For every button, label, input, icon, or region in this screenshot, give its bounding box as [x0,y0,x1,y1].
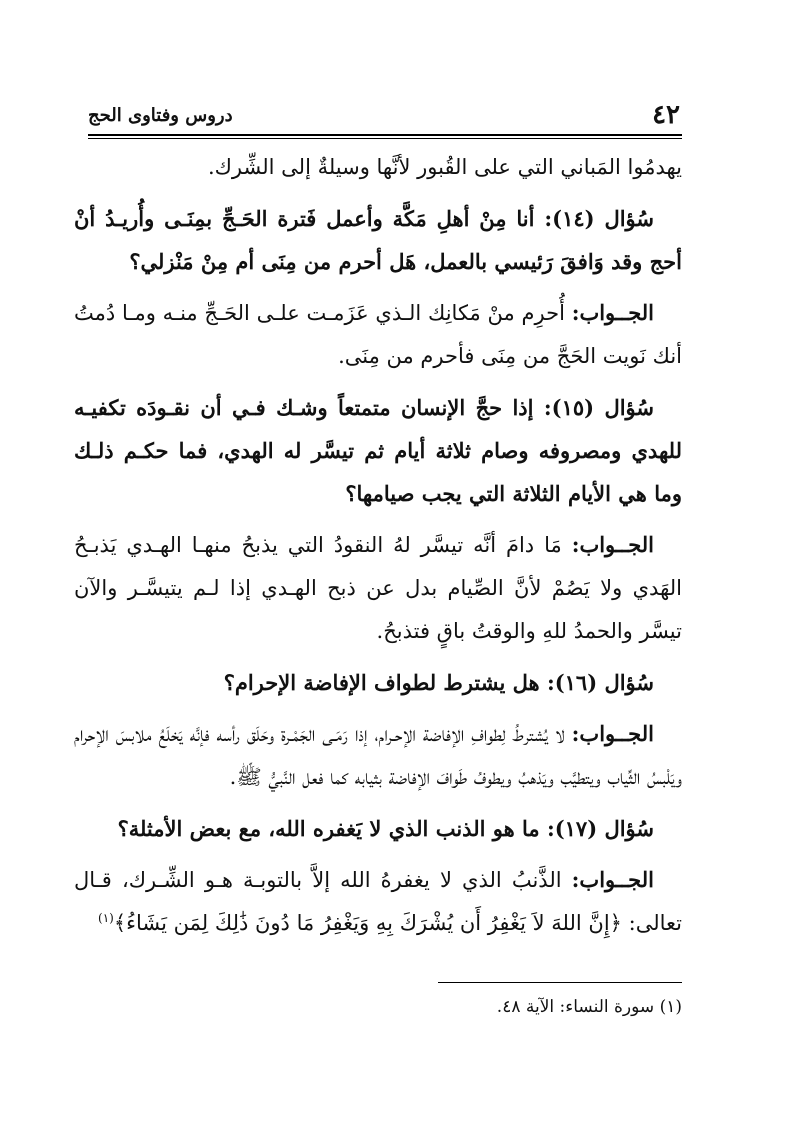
footnote-reference: (١) [98,911,114,925]
footnote-separator [438,982,682,983]
question-16 [74,661,682,704]
answer-15 [74,523,682,653]
answer-label: الجــواب: [571,532,654,557]
question-label: سُؤال (١٦): [546,670,654,695]
answer-16 [74,712,682,799]
footnote: (١) سورة النساء: الآية ٤٨. [496,997,682,1017]
answer-text: لا يُشترطُ لِطوافِ الإفاضة الإحـرام، إذا رَمَـى الجَمْـرة وحَلَق رأسه فإنَّه يَخلَعُ ملابسَ الإحرام ويَلْبسُ الثِّياب ويتطيَّب ويَذهبُ ويطوفُ طَوافَ الإفاضة بثيابه كما فعل النَّبيُّ ﷺ. [74,722,682,789]
answer-label: الجــواب: [571,300,654,325]
page-body [74,146,682,953]
question-text: ما هو الذنب الذي لا يَغفره الله، مع بعض الأمثلة؟ [117,816,540,841]
answer-text: الذَّنبُ الذي لا يغفرهُ الله إلاَّ بالتوبـة هـو الشِّـرك، قـال تعالى: ﴿إِنَّ اللهَ لاَ يَغْفِرُ أَن يُشْرَكَ بِهِ وَيَغْفِرُ مَا دُونَ ذَٰلِكَ لِمَن يَشَاءُ﴾ [74,868,682,935]
header-rule-thin [88,138,682,139]
answer-text: أُحرِم منْ مَكانِك الـذي عَزَمـت علـى الحَـجِّ منـه ومـا دُمتُ أنك نَويت الحَجَّ من مِنَى فأحرم من مِنَى. [74,301,682,368]
answer-label: الجــواب: [571,721,654,746]
running-title: دروس وفتاوى الحج [88,104,233,126]
question-text: إذا حجَّ الإنسان متمتعاً وشـك فـي أن نقـودَه تكفيـه للهدي ومصروفه وصام ثلاثة أيام ثم تيسَّر له الهدي، فما حكـم ذلـك وما هي الأيام الثلاثة التي يجب صيامها؟ [74,395,682,506]
question-15 [74,386,682,515]
answer-label: الجــواب: [571,867,654,892]
page-number: ٤٢ [652,100,680,130]
question-label: سُؤال (١٤): [544,206,654,231]
question-text: أنا مِنْ أهلِ مَكَّة وأعمل فَترة الحَـجِّ بمِنَـى وأُريـدُ أنْ أحج وقد وَافقَ رَئيسي بالعمل، هَل أحرم من مِنَى أم مِنْ مَنْزلي؟ [74,206,682,274]
question-17 [74,807,682,850]
question-label: سُؤال (١٥): [543,395,654,420]
question-text: هل يشترط لطواف الإفاضة الإحرام؟ [223,670,540,695]
answer-text: مَا دامَ أنَّه تيسَّر لهُ النقودُ التي يذبحُ منهـا الهـدي يَذبـحُ الهَدي ولا يَصُمْ لأنَّ الصِّيام بدل عن ذبح الهـدي إذا لـم يتيسَّـر والآن تيسَّر والحمدُ للهِ والوقتُ باقٍ فتذبحُ. [74,533,682,643]
answer-17 [74,858,682,945]
answer-14 [74,291,682,378]
page-header [88,98,680,132]
continuation-paragraph: يهدمُوا المَباني التي على القُبور لأنَّها وسيلةٌ إلى الشِّرك. [207,155,682,179]
question-14 [74,197,682,283]
question-label: سُؤال (١٧): [546,816,654,841]
header-rule-thick [88,134,682,136]
